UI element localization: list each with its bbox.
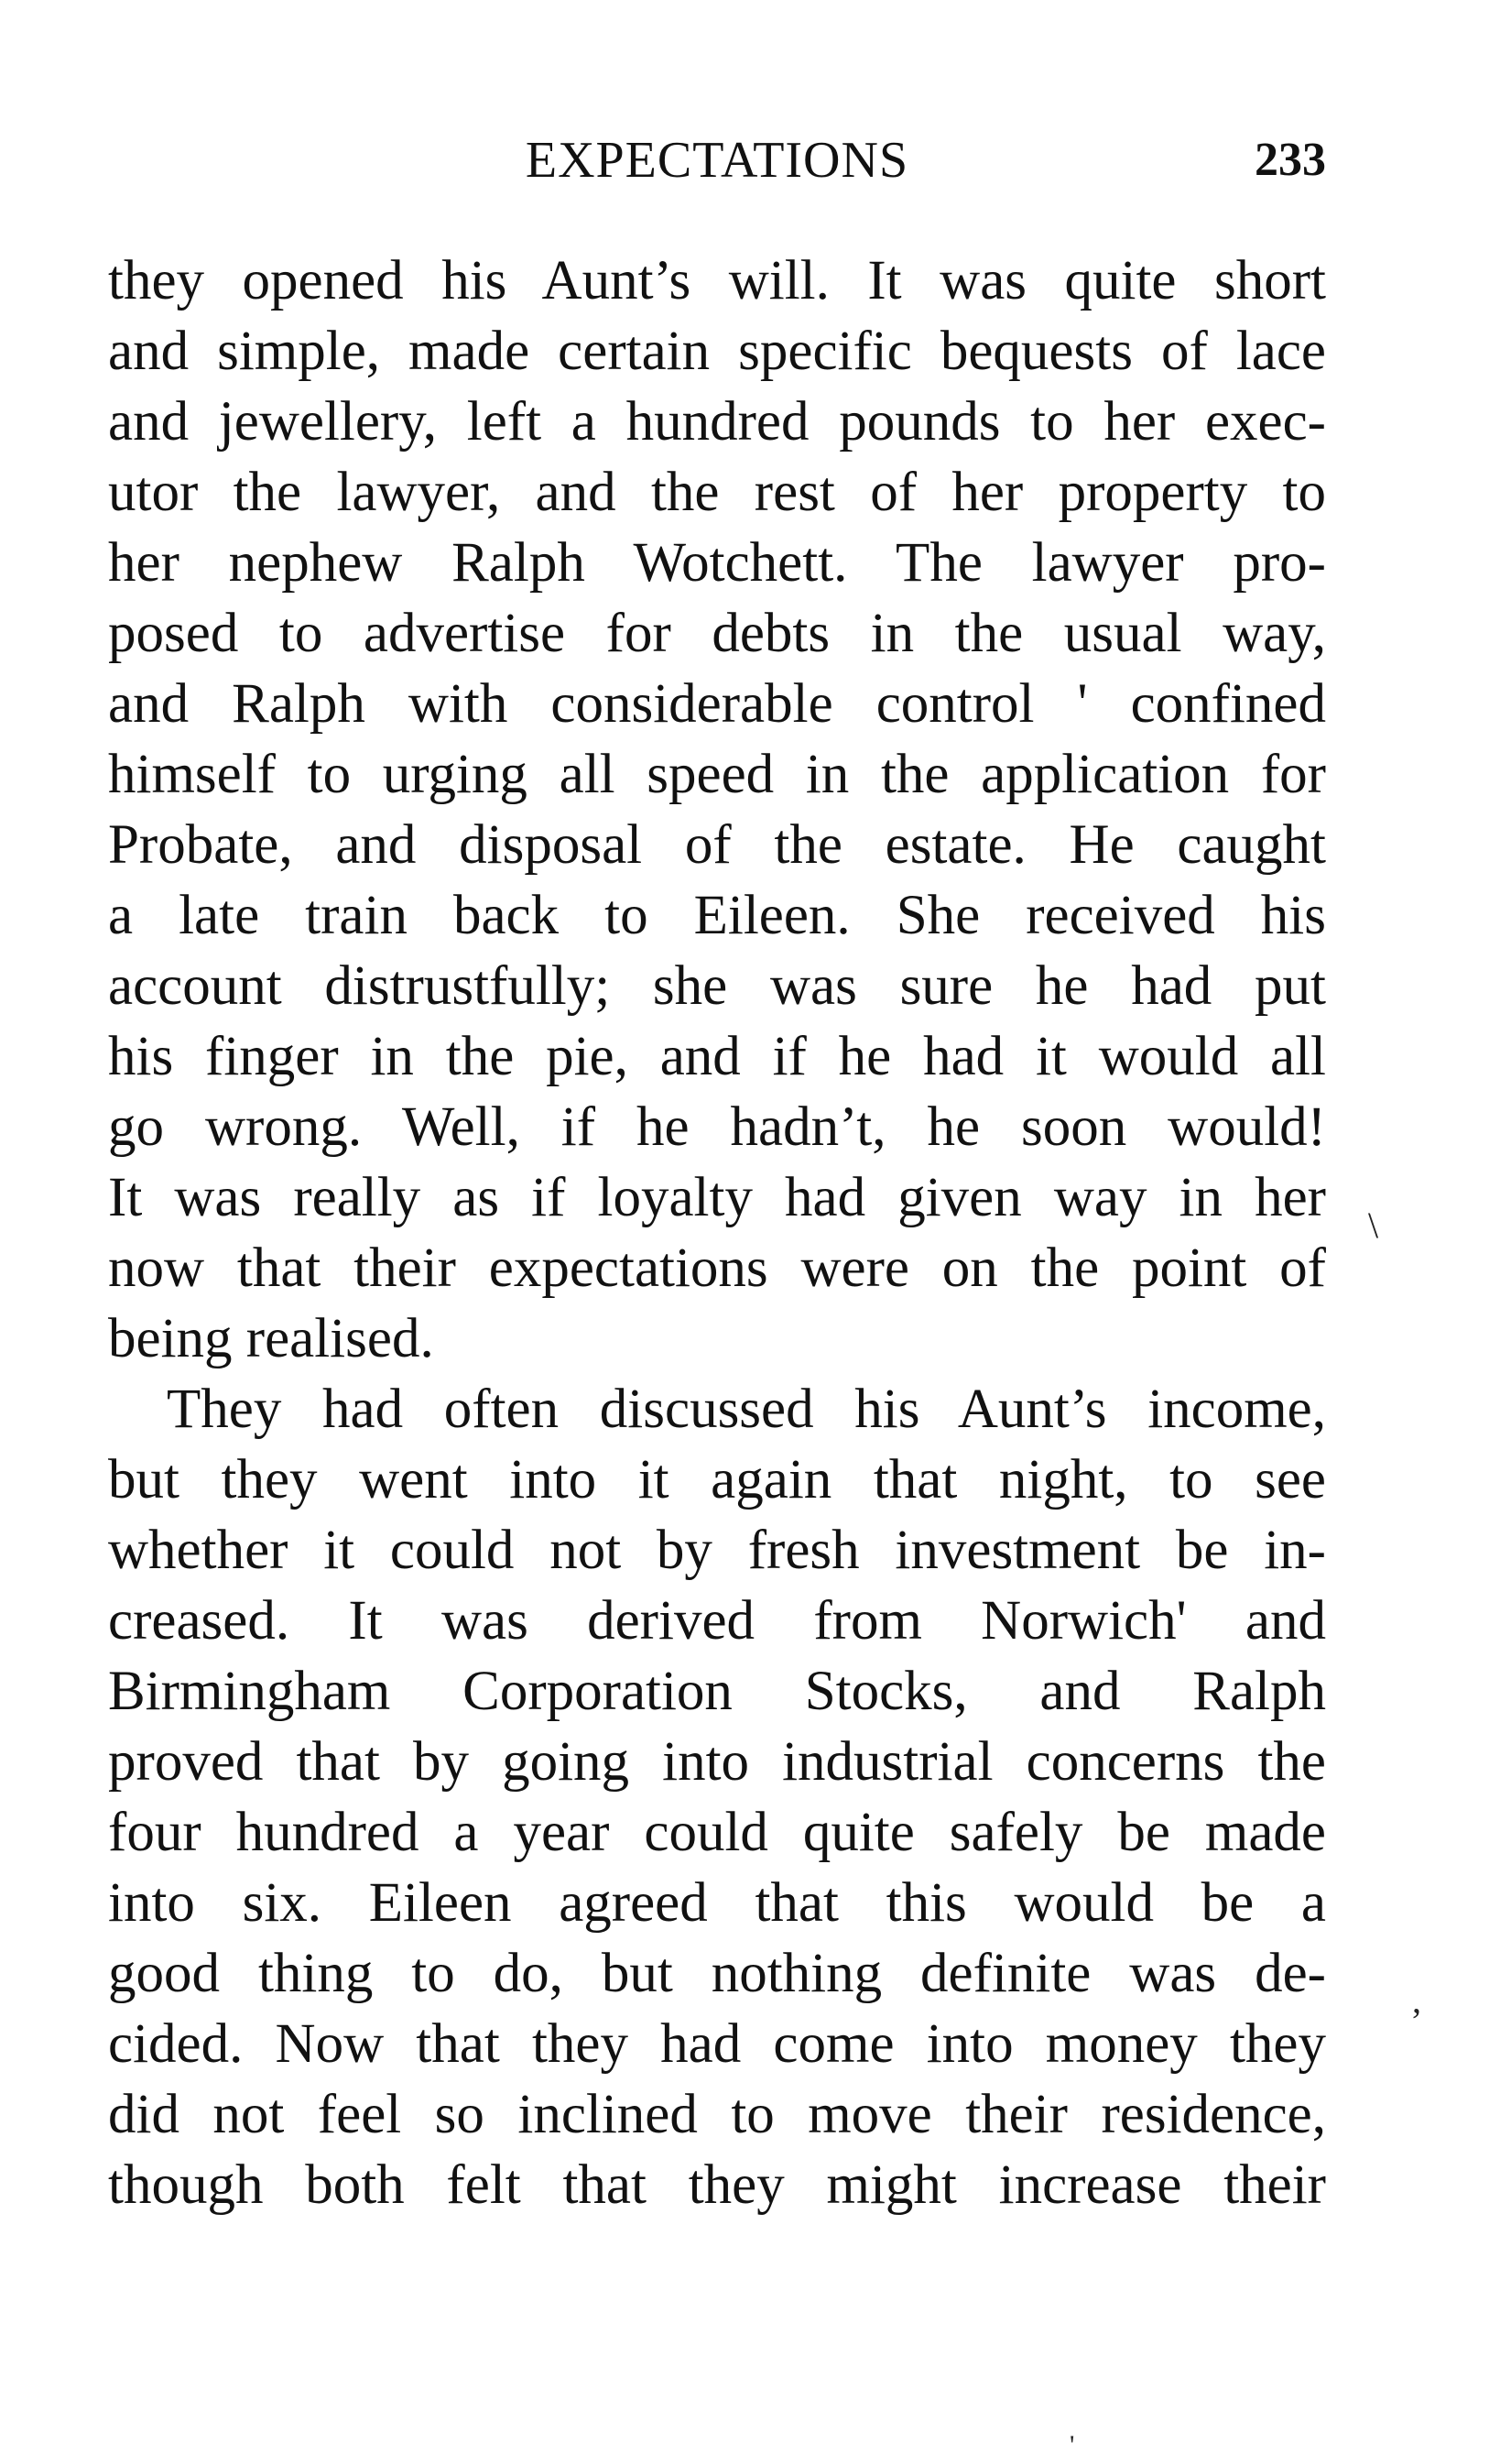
text-line: good thing to do, but nothing definite was de- <box>108 1943 1326 2004</box>
text-line: utor the lawyer, and the rest of her property to <box>108 462 1326 523</box>
text-line: himself to urging all speed in the application for <box>108 744 1326 805</box>
running-title: EXPECTATIONS <box>525 132 909 189</box>
text-line: her nephew Ralph Wotchett. The lawyer pro- <box>108 532 1326 594</box>
text-line: into six. Eileen agreed that this would be a <box>108 1872 1326 1934</box>
text-line: Birmingham Corporation Stocks, and Ralph <box>108 1661 1326 1722</box>
text-line: a late train back to Eileen. She received his <box>108 885 1326 946</box>
text-line: four hundred a year could quite safely be made <box>108 1802 1326 1863</box>
body-text <box>108 245 1326 2220</box>
text-line: It was really as if loyalty had given way in her <box>108 1167 1326 1228</box>
paragraph-2 <box>108 1374 1326 2220</box>
text-line: creased. It was derived from Norwich' and <box>108 1590 1326 1652</box>
text-line: posed to advertise for debts in the usual way, <box>108 603 1326 664</box>
text-line: whether it could not by fresh investment be in- <box>108 1520 1326 1581</box>
text-line: and Ralph with considerable control ' confined <box>108 673 1326 735</box>
stray-mark: \ <box>1368 1205 1379 1246</box>
paragraph-1 <box>108 245 1326 1374</box>
text-line: They had often discussed his Aunt’s income, <box>167 1379 1326 1440</box>
running-head <box>108 128 1326 192</box>
text-line: go wrong. Well, if he hadn’t, he soon would! <box>108 1096 1326 1158</box>
text-line: and jewellery, left a hundred pounds to her exec- <box>108 391 1326 452</box>
text-line: but they went into it again that night, to see <box>108 1449 1326 1510</box>
text-line: did not feel so inclined to move their residence, <box>108 2084 1326 2145</box>
text-line: Probate, and disposal of the estate. He caught <box>108 814 1326 876</box>
text-line: account distrustfully; she was sure he had put <box>108 955 1326 1017</box>
page-number: 233 <box>1255 134 1326 186</box>
text-line: cided. Now that they had come into money they <box>108 2013 1326 2075</box>
text-line: they opened his Aunt’s will. It was quite short <box>108 250 1326 311</box>
stray-mark: , <box>1412 1979 1421 2021</box>
text-line: being realised. <box>108 1308 434 1369</box>
text-line: now that their expectations were on the point of <box>108 1237 1326 1299</box>
text-line: his finger in the pie, and if he had it would all <box>108 1026 1326 1087</box>
text-line: though both felt that they might increase their <box>108 2154 1326 2216</box>
text-line: and simple, made certain specific bequests of lace <box>108 321 1326 382</box>
stray-mark: ' <box>1070 2430 1075 2460</box>
text-line: proved that by going into industrial concerns the <box>108 1731 1326 1793</box>
